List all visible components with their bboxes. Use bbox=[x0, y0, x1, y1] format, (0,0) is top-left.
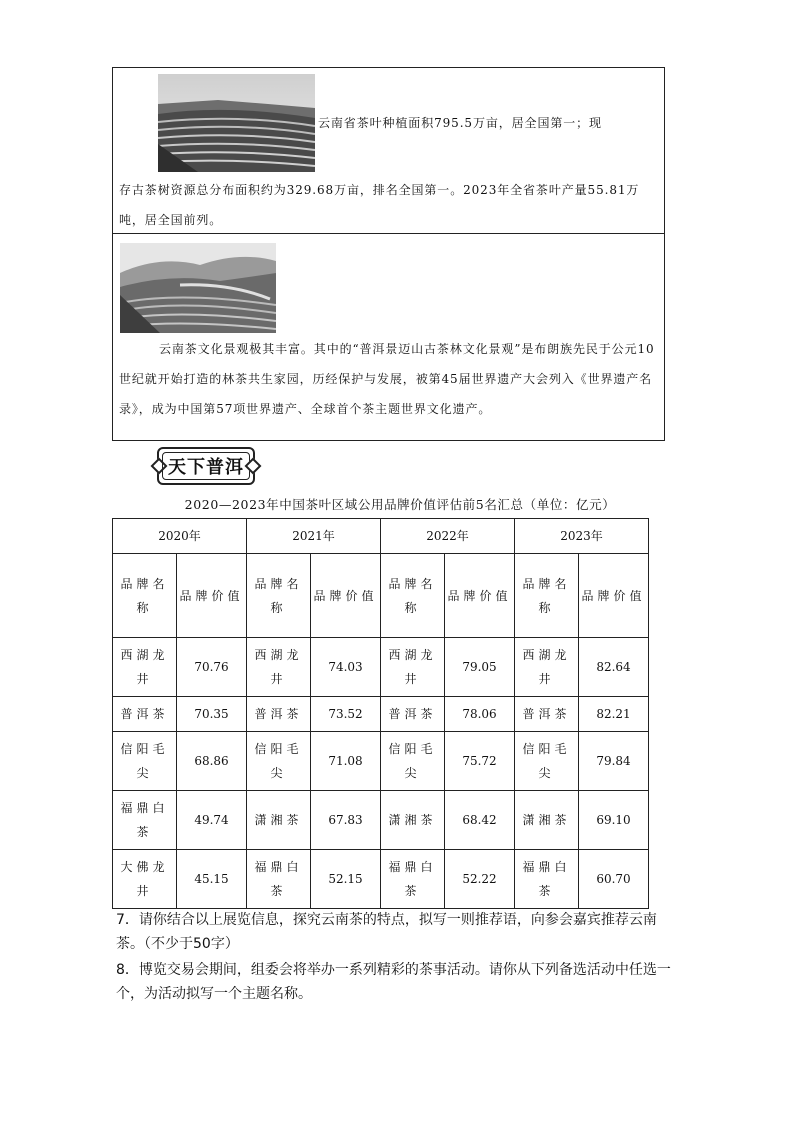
brand-value-cell: 60.70 bbox=[579, 850, 649, 909]
brand-name-cell: 信阳毛尖 bbox=[247, 732, 311, 791]
brand-name-cell: 福鼎白茶 bbox=[113, 791, 177, 850]
brand-name-cell: 福鼎白茶 bbox=[515, 850, 579, 909]
brand-value-cell: 49.74 bbox=[177, 791, 247, 850]
table-row bbox=[113, 850, 649, 909]
column-header-row bbox=[113, 554, 649, 638]
brand-name-cell: 普洱茶 bbox=[113, 697, 177, 732]
brand-name-cell: 普洱茶 bbox=[515, 697, 579, 732]
brand-value-cell: 67.83 bbox=[311, 791, 381, 850]
brand-name-cell: 西湖龙井 bbox=[381, 638, 445, 697]
year-header: 2023年 bbox=[515, 519, 649, 554]
brand-name-cell: 信阳毛尖 bbox=[381, 732, 445, 791]
brand-name-cell: 大佛龙井 bbox=[113, 850, 177, 909]
brand-value-cell: 75.72 bbox=[445, 732, 515, 791]
brand-value-cell: 79.05 bbox=[445, 638, 515, 697]
brand-name-header: 品牌名称 bbox=[247, 554, 311, 638]
intro-paragraph-1-rest: 存古茶树资源总分布面积约为329.68万亩，排名全国第一。2023年全省茶叶产量55.81万吨，居全国前列。 bbox=[119, 183, 640, 227]
year-header: 2020年 bbox=[113, 519, 247, 554]
brand-value-cell: 71.08 bbox=[311, 732, 381, 791]
brand-name-cell: 普洱茶 bbox=[381, 697, 445, 732]
brand-name-header: 品牌名称 bbox=[113, 554, 177, 638]
section-badge bbox=[157, 447, 255, 485]
brand-value-cell: 73.52 bbox=[311, 697, 381, 732]
year-header: 2022年 bbox=[381, 519, 515, 554]
brand-value-cell: 52.22 bbox=[445, 850, 515, 909]
brand-name-cell: 西湖龙井 bbox=[113, 638, 177, 697]
brand-value-table bbox=[112, 518, 649, 909]
brand-value-cell: 70.76 bbox=[177, 638, 247, 697]
brand-value-cell: 79.84 bbox=[579, 732, 649, 791]
section-badge-label: 天下普洱 bbox=[162, 452, 250, 480]
brand-name-cell: 潇湘茶 bbox=[247, 791, 311, 850]
question-8: 8．博览交易会期间，组委会将举办一系列精彩的茶事活动。请你从下列备选活动中任选一个，为活动拟写一个主题名称。 bbox=[116, 962, 671, 1002]
brand-value-cell: 68.42 bbox=[445, 791, 515, 850]
table-row bbox=[113, 697, 649, 732]
brand-name-header: 品牌名称 bbox=[381, 554, 445, 638]
brand-name-cell: 福鼎白茶 bbox=[381, 850, 445, 909]
brand-value-cell: 52.15 bbox=[311, 850, 381, 909]
brand-name-cell: 普洱茶 bbox=[247, 697, 311, 732]
intro-paragraph-1-start: 云南省茶叶种植面积795.5万亩，居全国第一；现 bbox=[318, 116, 602, 130]
brand-value-cell: 70.35 bbox=[177, 697, 247, 732]
brand-value-header: 品牌价值 bbox=[311, 554, 381, 638]
brand-value-cell: 82.21 bbox=[579, 697, 649, 732]
brand-name-cell: 信阳毛尖 bbox=[515, 732, 579, 791]
brand-value-cell: 45.15 bbox=[177, 850, 247, 909]
brand-value-cell: 74.03 bbox=[311, 638, 381, 697]
brand-name-cell: 潇湘茶 bbox=[515, 791, 579, 850]
brand-value-cell: 82.64 bbox=[579, 638, 649, 697]
brand-value-cell: 78.06 bbox=[445, 697, 515, 732]
brand-name-header: 品牌名称 bbox=[515, 554, 579, 638]
brand-name-cell: 潇湘茶 bbox=[381, 791, 445, 850]
year-header-row bbox=[113, 519, 649, 554]
brand-value-cell: 68.86 bbox=[177, 732, 247, 791]
exhibit-info-box bbox=[112, 67, 665, 441]
tea-landscape-photo bbox=[120, 243, 276, 333]
terraced-tea-field-photo bbox=[158, 74, 315, 172]
brand-name-cell: 信阳毛尖 bbox=[113, 732, 177, 791]
brand-name-cell: 西湖龙井 bbox=[515, 638, 579, 697]
brand-value-header: 品牌价值 bbox=[579, 554, 649, 638]
brand-name-cell: 西湖龙井 bbox=[247, 638, 311, 697]
brand-value-cell: 69.10 bbox=[579, 791, 649, 850]
question-7: 7．请你结合以上展览信息，探究云南茶的特点，拟写一则推荐语，向参会嘉宾推荐云南茶。（不少于50字） bbox=[116, 912, 657, 952]
year-header: 2021年 bbox=[247, 519, 381, 554]
brand-value-header: 品牌价值 bbox=[445, 554, 515, 638]
table-caption: 2020—2023年中国茶叶区域公用品牌价值评估前5名汇总（单位：亿元） bbox=[184, 497, 616, 512]
brand-name-cell: 福鼎白茶 bbox=[247, 850, 311, 909]
table-row bbox=[113, 791, 649, 850]
brand-value-header: 品牌价值 bbox=[177, 554, 247, 638]
box-divider bbox=[113, 233, 664, 234]
table-row bbox=[113, 732, 649, 791]
table-row bbox=[113, 638, 649, 697]
intro-paragraph-2: 云南茶文化景观极其丰富。其中的“普洱景迈山古茶林文化景观”是布朗族先民于公元10世纪就开始打造的林茶共生家园，历经保护与发展，被第45届世界遗产大会列入《世界遗产名录》，成为中国第57项世界遗产、全球首个茶主题世界文化遗产。 bbox=[119, 342, 655, 416]
